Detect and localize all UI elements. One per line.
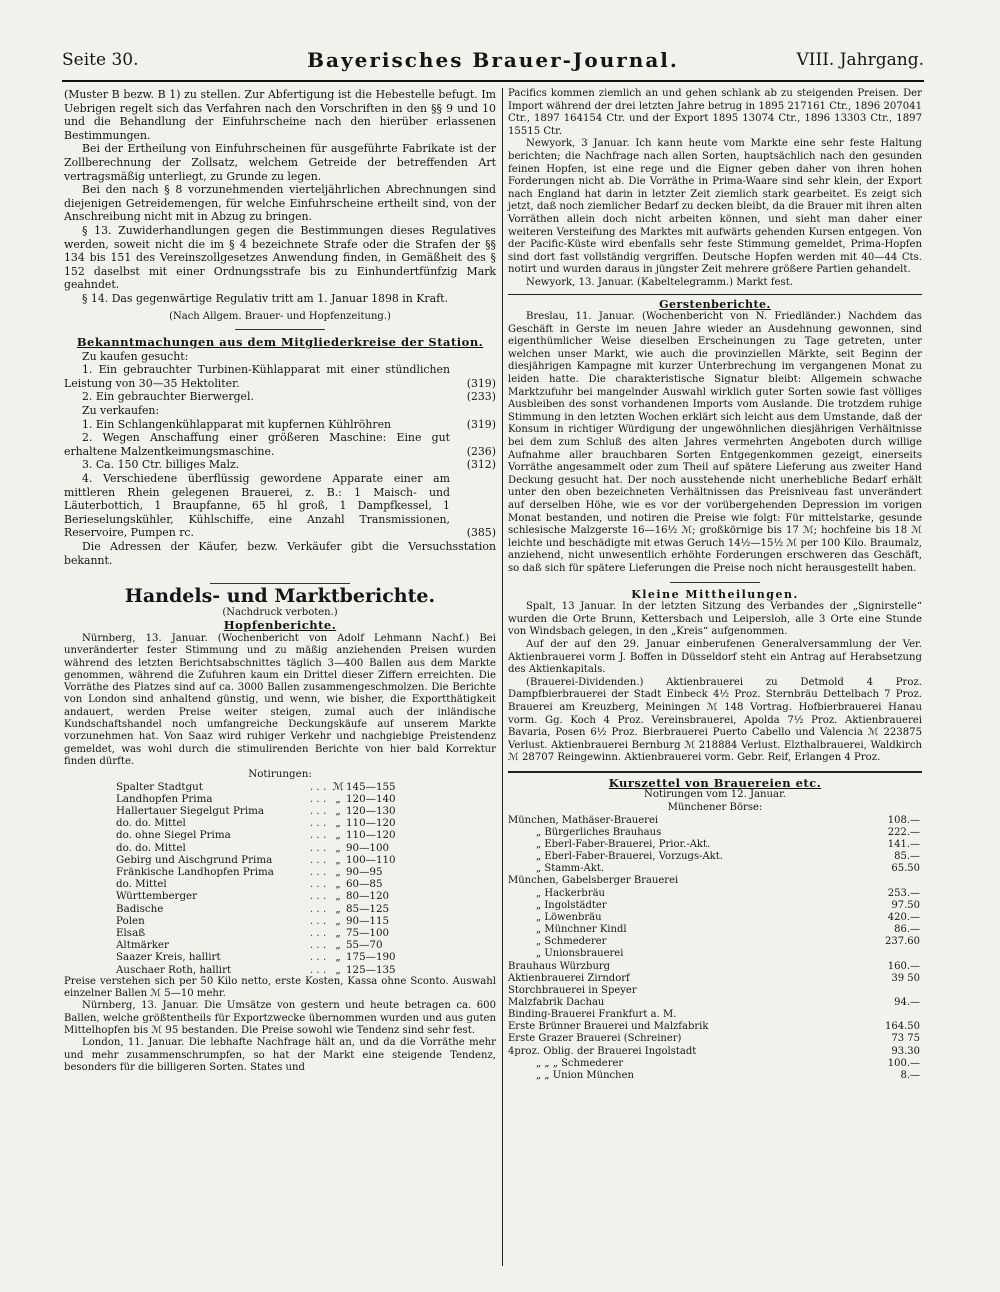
table-row: [508, 961, 920, 973]
table-row: [508, 851, 920, 863]
list-item: 1. Ein gebrauchter Turbinen-Kühlapparat mit einer stündlichen Leistung von 30—35 Hektoliter. (319): [64, 363, 496, 390]
table-row: [508, 948, 920, 960]
nuernberg-report: Nürnberg, 13. Januar. (Wochenbericht von Adolf Lehmann Nachf.) Bei unveränderter fester Stimmung und zu mäßig anziehenden Preisen wurden während des letzten Berichtsabschnittes täglich 3—400 Ballen aus dem Markte genommen, während die Zufuhren kaum ein Drittel dieser Ziffern erreichten. Die Vorräthe des Platzes sind auf ca. 3000 Ballen zusammengeschmolzen. Die Berichte von London sind anhaltend günstig, und wenn, wie bisher, die Exportthätigkeit andauert, werden Preise weiter steigen, zumal auch der inländische Kundschaftshandel noch umfangreiche Deckungskäufe auf unserem Markte vorzunehmen hat. Von Saaz wird ruhiger Verkehr und nachgiebige Preistendenz gemeldet, was wohl durch die stimulirenden Berichte von hier bald Korrektur finden dürfte.: [64, 632, 496, 767]
table-row: [508, 1033, 920, 1045]
company-name: Malzfabrik Dachau: [508, 997, 605, 1008]
right-column: [508, 88, 922, 1082]
hop-name: do. do. Mittel: [116, 817, 186, 830]
left-column: [64, 88, 496, 1074]
hop-price: 110—120: [346, 829, 396, 842]
quote-value: 85.—: [894, 851, 920, 863]
quote-value: 73 75: [891, 1033, 920, 1045]
table-row: [116, 890, 416, 902]
currency-mark: „: [335, 817, 341, 830]
table-row: [116, 781, 416, 793]
currency-mark: „: [335, 963, 341, 976]
table-row: [116, 878, 416, 890]
regulation-paragraph: § 13. Zuwiderhandlungen gegen die Bestimmungen dieses Regulatives werden, soweit nicht die im § 4 bezeichnete Strafe oder die Strafen der §§ 134 bis 151 des Vereinszollgesetzes Anwendung finden, in Gemäßheit des § 152 daselbst mit einer Ordnungsstrafe bis zu Einhundertfünfzig Mark geahndet.: [64, 223, 496, 292]
dividends-news: (Brauerei-Dividenden.) Aktienbrauerei zu Detmold 4 Proz. Dampfbierbrauerei der Stadt Einbeck 4½ Proz. Sternbräu Dettelbach 7 Proz. Brauerei am Kreuzberg, Meiningen ℳ 148 Vortrag. Hofbierbrauerei Hanau vorm. Gg. Koch 4 Proz. Vereinsbrauerei, Apolda 7½ Proz. Aktienbrauerei Bavaria, Posen 6½ Proz. Bierbrauerei Puerto Cabello und Valencia ℳ 223875 Verlust. Aktienbrauerei Bernburg ℳ 218884 Verlust. Elzthalbrauerei, Waldkirch ℳ 28707 Reingewinn. Aktienbrauerei vorm. Gebr. Reif, Erlangen 4 Proz.: [508, 676, 922, 764]
table-row: [116, 951, 416, 963]
leader-dots: . . .: [309, 939, 327, 952]
hop-price: 145—155: [346, 780, 396, 793]
hop-price: 85—125: [346, 902, 390, 915]
list-item: 2. Wegen Anschaffung einer größeren Maschine: Eine gut erhaltene Malzentkeimungsmaschine. (236): [64, 431, 496, 458]
table-row: [508, 985, 920, 997]
company-name: „ Ingolstädter: [536, 899, 607, 911]
company-name: München, Gabelsberger Brauerei: [508, 875, 679, 887]
table-row: [508, 1058, 920, 1070]
quote-value: 65.50: [891, 863, 920, 875]
table-row: [508, 839, 920, 851]
hop-price: 60—85: [346, 878, 383, 891]
table-row: [508, 875, 920, 887]
company-name: Erste Brünner Brauerei und Malzfabrik: [508, 1021, 709, 1033]
currency-mark: „: [335, 792, 341, 805]
quote-value: [870, 875, 920, 887]
regulation-paragraph: § 14. Das gegenwärtige Regulativ tritt am 1. Januar 1898 in Kraft.: [82, 291, 448, 305]
leader-dots: . . .: [309, 841, 327, 854]
hop-price: 175—190: [346, 951, 396, 964]
currency-mark: „: [335, 841, 341, 854]
nuernberg-report-2: Nürnberg, 13. Januar. Die Umsätze von gestern und heute betragen ca. 600 Ballen, welche größtentheils für Exportzwecke übernommen wurden und aus guten Mittelhopfen bis ℳ 95 bestanden. Die Preise sowohl wie Tendenz sind sehr fest.: [64, 1000, 496, 1036]
regulation-paragraph: Bei der Ertheilung von Einfuhrscheinen für ausgeführte Fabrikate ist der Zollberechnung der Zollsatz, welchem Getreide der betreffenden Art vertragsmäßig unterliegt, zu Grunde zu legen.: [64, 142, 496, 183]
table-row: [116, 842, 416, 854]
journal-title: Bayerisches Brauer-Journal.: [307, 48, 679, 72]
divider: [235, 329, 325, 330]
hop-name: Elsaß: [116, 926, 146, 939]
company-name: München, Mathäser-Brauerei: [508, 814, 659, 826]
hop-price: 90—100: [346, 841, 390, 854]
company-name: „ Schmederer: [536, 936, 607, 948]
table-row: [508, 997, 920, 1009]
table-row: [116, 927, 416, 939]
pacifics-paragraph: Pacifics kommen ziemlich an und gehen schlank ab zu steigenden Preisen. Der Import während der drei letzten Jahre betrug in 1895 217161 Ctr., 1896 207041 Ctr., 1897 164154 Ctr. und der Export 1895 13074 Ctr., 1896 13303 Ctr., 1897 15515 Ctr.: [508, 88, 922, 137]
quote-value: 420.—: [887, 911, 920, 923]
small-news-title: Kleine Mittheilungen.: [631, 587, 799, 601]
quote-value: 39 50: [891, 972, 920, 984]
leader-dots: . . .: [309, 926, 327, 939]
wanted-label: Zu kaufen gesucht:: [82, 349, 189, 363]
london-report: London, 11. Januar. Die lebhafte Nachfrage hält an, und da die Vorräthe mehr und mehr zusammenschrumpfen, so hat der Markt eine steigende Tendenz, besonders für die billigeren Sorten. States und: [64, 1037, 496, 1073]
notes-label: Notirungen:: [248, 768, 312, 781]
company-name: Binding-Brauerei Frankfurt a. M.: [508, 1009, 677, 1021]
barley-title: Gerstenberichte.: [659, 297, 771, 311]
table-row: [508, 1046, 920, 1058]
quote-value: 94.—: [894, 997, 920, 1008]
table-row: [508, 973, 920, 985]
hop-price: 90—95: [346, 865, 383, 878]
table-row: [508, 827, 920, 839]
leader-dots: . . .: [309, 878, 327, 891]
regulation-paragraph: (Muster B bezw. B 1) zu stellen. Zur Abfertigung ist die Hebestelle befugt. Im Uebrigen regelt sich das Verfahren nach den Vorschriften in den §§ 9 und 10 und die Behandlung der Einfuhrscheine nach den hierüber erlassenen Bestimmungen.: [64, 88, 496, 142]
company-name: Storchbrauerei in Speyer: [508, 984, 637, 996]
table-row: [116, 793, 416, 805]
company-name: „ Hackerbräu: [536, 887, 605, 899]
company-name: Aktienbrauerei Zirndorf: [508, 972, 630, 984]
hop-name: do. ohne Siegel Prima: [116, 829, 231, 842]
table-row: [508, 1070, 920, 1082]
currency-mark: „: [335, 804, 341, 817]
section-rule: [508, 771, 922, 773]
hop-price: 100—110: [346, 853, 396, 866]
hop-name: do. Mittel: [116, 878, 167, 891]
hop-prices-table: [116, 781, 416, 976]
regulation-paragraph: Bei den nach § 8 vorzunehmenden vierteljährlichen Abrechnungen sind diejenigen Getreidemengen, für welche Einfuhrscheine ertheilt sind, von der Anschreibung nicht mit in Abzug zu bringen.: [64, 183, 496, 224]
currency-mark: „: [335, 939, 341, 952]
sale-label: Zu verkaufen:: [82, 404, 160, 418]
company-name: „ Unionsbrauerei: [536, 948, 624, 960]
breslau-report: Breslau, 11. Januar. (Wochenbericht von N. Friedländer.) Nachdem das Geschäft in Gerste im neuen Jahre wieder an Ausdehnung gewonnen, sind eigenthümlicher Weise dieselben Erscheinungen zu Tage getreten, unter welchen unser Markt, wie auch die provinziellen Märkte, seit Beginn der diesjährigen Kampagne mit kurzer Unterbrechung im vergangenen Monat zu leiden hatte. Die charakteristische Signatur bleibt: Allgemein schwache Marktzufuhr bei mangelnder Auswahl wirklich guter Sorten sowie fast völliges Ausbleiben des sonst vorhandenen Imports vom Auslande. Die trotzdem ruhige Stimmung in den letzten Wochen erklärt sich leicht aus dem Umstande, daß der Konsum in richtiger Würdigung der ungewöhnlichen diesjährigen Verhältnisse bei dem zum Schluß des alten Jahres vermehrten Angeboten durch willige Aufnahme aller brauchbaren Sorten Entgegenkommen gezeigt, einerseits Vorräthe angesammelt oder zum Theil auf spätere Lieferung aus zweiter Hand Deckung gesucht hat. Der noch ausstehende nicht unerhebliche Bedarf erhält unter den oben bezeichneten Verhältnissen das Preisniveau fast unverändert auf derselben Höhe, wie es vor der vorübergehenden Depression im vorigen Monat bestanden, und notiren die Preise wie folgt: Für mittelstarke, gesunde schlesische Malzgerste 16—16½ ℳ; großkörnige bis 17 ℳ; hochfeine bis 18 ℳ leichte und beschädigte mit etwas Geruch 14½—15½ ℳ per 100 Kilo. Braumalz, anziehend, nicht unwesentlich erhöhte Forderungen erschweren das Geschäft, so daß sich für spätere Lieferungen die Preise noch nicht herausgestellt haben.: [508, 311, 922, 574]
hop-name: Gebirg und Aischgrund Prima: [116, 853, 273, 866]
currency-mark: ℳ: [332, 780, 344, 793]
currency-mark: „: [335, 853, 341, 866]
hop-name: Badische: [116, 902, 164, 915]
currency-mark: „: [335, 914, 341, 927]
table-row: [116, 817, 416, 829]
quote-value: [870, 985, 920, 997]
quote-value: [870, 948, 920, 960]
company-name: „ Stamm-Akt.: [536, 863, 605, 875]
company-name: „ Eberl-Faber-Brauerei, Prior.-Akt.: [536, 838, 711, 850]
leader-dots: . . .: [309, 780, 327, 793]
list-item: 3. Ca. 150 Ctr. billiges Malz. (312): [82, 458, 496, 472]
table-row: [508, 815, 920, 827]
quote-value: 93.30: [891, 1045, 920, 1057]
company-name: 4proz. Oblig. der Brauerei Ingolstadt: [508, 1045, 697, 1057]
page-header: [62, 48, 924, 74]
section-rule: [508, 294, 922, 295]
leader-dots: . . .: [309, 951, 327, 964]
company-name: „ „ Union München: [536, 1069, 634, 1081]
divider: [670, 582, 760, 583]
leader-dots: . . .: [309, 817, 327, 830]
table-row: [116, 829, 416, 841]
table-row: [116, 854, 416, 866]
table-row: [508, 900, 920, 912]
list-item: 1. Ein Schlangenkühlapparat mit kupfernen Kühlröhren (319): [82, 417, 496, 431]
quotes-exchange: Münchener Börse:: [667, 802, 763, 814]
hop-name: Altmärker: [116, 939, 169, 952]
table-row: [116, 964, 416, 976]
leader-dots: . . .: [309, 914, 327, 927]
header-rule: [62, 80, 924, 82]
quotes-date: Notirungen vom 12. Januar.: [644, 789, 786, 801]
leader-dots: . . .: [309, 902, 327, 915]
currency-mark: „: [335, 902, 341, 915]
table-row: [508, 1009, 920, 1021]
leader-dots: . . .: [309, 829, 327, 842]
hop-price: 80—120: [346, 890, 390, 903]
page-number: Seite 30.: [62, 50, 139, 70]
currency-mark: „: [335, 878, 341, 891]
table-row: [508, 863, 920, 875]
prices-footer: Preise verstehen sich per 50 Kilo netto, erste Kosten, Kassa ohne Sconto. Auswahl einzelner Ballen ℳ 5—10 mehr.: [64, 975, 496, 1000]
hop-name: Landhopfen Prima: [116, 792, 213, 805]
quote-value: 141.—: [887, 838, 920, 850]
spalt-news: Spalt, 13 Januar. In der letzten Sitzung des Verbandes der „Signirstelle“ wurden die Orte Brunn, Kettersbach und Leipersloh, alle 3 Orte eine Stunde von Windsbach gelegen, in den „Kreis“ aufgenommen.: [508, 601, 922, 638]
currency-mark: „: [335, 890, 341, 903]
leader-dots: . . .: [309, 963, 327, 976]
leader-dots: . . .: [309, 853, 327, 866]
newyork-report: Newyork, 3 Januar. Ich kann heute vom Markte eine sehr feste Haltung berichten; die Nachfrage nach allen Sorten, hauptsächlich nach den gesunden feinen Hopfen, ist eine rege und die Eigner geben daher von ihren hohen Forderungen nicht ab. Die Vorräthe in Prima-Waare sind sehr klein, der Export nach England hat darin in letzter Zeit ziemlich stark gearbeitet. Es zeigt sich jetzt, daß noch ziemlicher Bedarf zu decken bleibt, da die Brauer mit ihren alten Vorräthen allein doch nicht arbeiten können, und sieht man daher einer weiteren Versteifung des Marktes mit aufwärts gehenden Kursen entgegen. Von der Pacific-Küste wird ebenfalls sehr feste Stimmung gemeldet, Prima-Hopfen sind dort fast vollständig vergriffen. Deutsche Hopfen werden mit 40—44 Cts. notirt und wurden daraus in jüngster Zeit mehrere größere Partien gehandelt.: [508, 138, 922, 276]
company-name: „ Eberl-Faber-Brauerei, Vorzugs-Akt.: [536, 851, 723, 863]
market-title: Handels- und Marktberichte.: [124, 585, 436, 608]
hop-name: Saazer Kreis, hallirt: [116, 951, 221, 964]
company-name: Erste Grazer Brauerei (Schreiner): [508, 1033, 682, 1045]
hop-price: 75—100: [346, 926, 390, 939]
announcements-title: Bekanntmachungen aus dem Mitgliederkreise der Station.: [76, 335, 484, 350]
quote-value: 86.—: [894, 924, 920, 936]
quote-value: 237.60: [885, 936, 920, 948]
leader-dots: . . .: [309, 804, 327, 817]
quote-value: 108.—: [887, 814, 920, 826]
hop-price: 125—135: [346, 963, 396, 976]
company-name: „ Bürgerliches Brauhaus: [536, 826, 662, 838]
quote-value: 253.—: [887, 887, 920, 899]
leader-dots: . . .: [309, 865, 327, 878]
column-divider: [502, 88, 503, 1266]
currency-mark: „: [335, 865, 341, 878]
table-row: [508, 912, 920, 924]
quote-value: 100.—: [887, 1057, 920, 1069]
quote-value: 8.—: [900, 1069, 920, 1081]
table-row: [116, 915, 416, 927]
divider: [210, 583, 350, 584]
quote-value: 97.50: [891, 899, 920, 911]
hop-price: 90—115: [346, 914, 390, 927]
hop-price: 110—120: [346, 817, 396, 830]
hop-name: Spalter Stadtgut: [116, 780, 203, 793]
table-row: [508, 1021, 920, 1033]
quote-value: 164.50: [885, 1021, 920, 1033]
leader-dots: . . .: [309, 792, 327, 805]
list-item: 4. Verschiedene überflüssig gewordene Apparate einer am mittleren Rhein gelegenen Brauerei, z. B.: 1 Maisch- und Läuterbottich, 1 Braupfanne, 65 hl groß, 1 Dampfkessel, 1 Berieselungskühler, Kühlschiffe, eine Anzahl Transmissionen, Reservoire, Pumpen rc. (385): [64, 472, 496, 540]
list-item: 2. Ein gebrauchter Bierwergel. (233): [82, 390, 496, 404]
source-note: (Nach Allgem. Brauer- und Hopfenzeitung.): [169, 310, 391, 322]
hop-name: Württemberger: [116, 890, 198, 903]
table-row: [508, 888, 920, 900]
market-note: (Nachdruck verboten.): [222, 606, 338, 618]
hop-name: do. do. Mittel: [116, 841, 186, 854]
hops-title: Hopfenberichte.: [223, 618, 337, 633]
table-row: [116, 866, 416, 878]
company-name: „ Münchner Kindl: [536, 924, 627, 936]
quotes-title: Kurszettel von Brauereien etc.: [608, 775, 822, 790]
hop-name: Polen: [116, 914, 145, 927]
newyork-cable: Newyork, 13. Januar. (Kabeltelegramm.) Markt fest.: [526, 276, 793, 288]
hop-price: 55—70: [346, 939, 383, 952]
addresses-note: Die Adressen der Käufer, bezw. Verkäufer gibt die Versuchsstation bekannt.: [64, 540, 496, 567]
table-row: [508, 924, 920, 936]
company-name: Brauhaus Würzburg: [508, 960, 611, 972]
hop-price: 120—130: [346, 804, 396, 817]
currency-mark: „: [335, 926, 341, 939]
currency-mark: „: [335, 829, 341, 842]
company-name: „ „ „ Schmederer: [536, 1057, 624, 1069]
quote-value: 160.—: [887, 960, 920, 972]
company-name: „ Löwenbräu: [536, 911, 602, 923]
hop-name: Auschaer Roth, hallirt: [116, 963, 232, 976]
currency-mark: „: [335, 951, 341, 964]
volume-label: VIII. Jahrgang.: [796, 50, 924, 70]
quotes-table: [508, 815, 920, 1082]
quote-value: 222.—: [887, 826, 920, 838]
duesseldorf-news: Auf der auf den 29. Januar einberufenen Generalversammlung der Ver. Aktienbrauerei vorm J. Boffen in Düsseldorf steht ein Antrag auf Herabsetzung des Aktienkapitals.: [508, 638, 922, 676]
table-row: [508, 936, 920, 948]
hop-name: Fränkische Landhopfen Prima: [116, 865, 274, 878]
table-row: [116, 903, 416, 915]
table-row: [116, 939, 416, 951]
hop-price: 120—140: [346, 792, 396, 805]
leader-dots: . . .: [309, 890, 327, 903]
table-row: [116, 805, 416, 817]
quote-value: [870, 1009, 920, 1021]
hop-name: Hallertauer Siegelgut Prima: [116, 804, 265, 817]
